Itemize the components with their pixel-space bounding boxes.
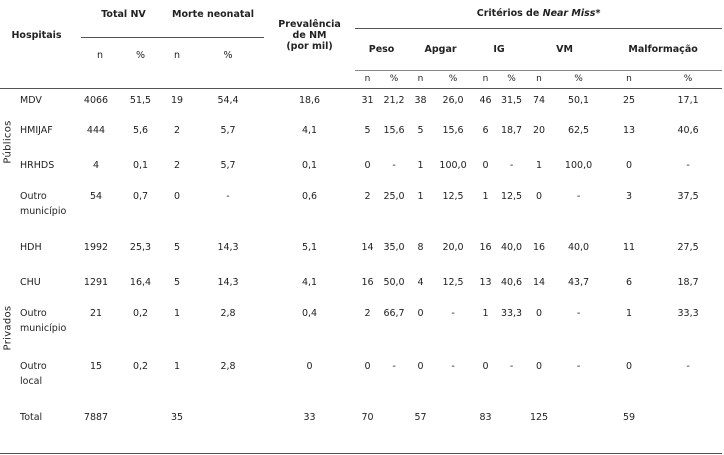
pct-header: % <box>574 74 583 84</box>
table-cell: 70 <box>361 412 374 423</box>
table-cell: 43,7 <box>567 277 590 288</box>
table-cell: 57 <box>414 412 427 423</box>
hospital-name-line: Outro <box>20 191 47 202</box>
table-cell: 2 <box>364 191 371 202</box>
table-cell: 2,8 <box>220 308 236 319</box>
n-header: n <box>364 74 371 84</box>
table-cell: 1992 <box>83 242 109 253</box>
table-cell: 1 <box>626 308 633 319</box>
table-cell: 13 <box>622 125 636 136</box>
table-cell: 33,3 <box>500 308 523 319</box>
table-cell: 2 <box>173 125 181 136</box>
table-cell: 0 <box>364 160 371 171</box>
table-cell: 0 <box>482 160 489 171</box>
table-cell: 1 <box>482 191 489 202</box>
table-cell: 14 <box>361 242 374 253</box>
table-cell: 40,0 <box>567 242 590 253</box>
table-cell: 12,5 <box>442 191 464 202</box>
table-cell: 4066 <box>83 94 109 106</box>
table-cell: 4,1 <box>301 277 318 288</box>
table-cell: 20,0 <box>442 242 464 253</box>
n-header: n <box>417 74 424 84</box>
table-cell: 25,3 <box>129 242 152 253</box>
table-cell: - <box>686 160 690 171</box>
table-cell: 100,0 <box>564 160 593 171</box>
table-cell: 40,6 <box>677 125 699 136</box>
n-header: n <box>626 74 632 84</box>
table-cell: 1 <box>173 308 181 319</box>
hospital-name-line: MDV <box>20 94 42 106</box>
table-cell: 5 <box>364 125 371 136</box>
table-cell: 0,7 <box>132 191 149 202</box>
col-header-criterios: Critérios de Near Miss* <box>476 8 601 20</box>
table-cell: 27,5 <box>677 242 699 253</box>
table-cell: 0,1 <box>132 160 149 171</box>
table-cell: 31 <box>361 94 374 106</box>
sub-header-apgar: Apgar <box>408 28 473 70</box>
table-cell: 25 <box>622 94 636 106</box>
table-cell: 11 <box>622 242 636 253</box>
table-row <box>0 185 722 236</box>
table-cell: 12,5 <box>500 191 523 202</box>
table-row <box>0 406 722 446</box>
table-cell: 16 <box>479 242 492 253</box>
table-cell: 59 <box>622 412 636 423</box>
table-cell: 25,0 <box>383 191 405 202</box>
table-cell: 18,7 <box>500 125 523 136</box>
table-cell <box>654 406 722 446</box>
col-header-total-nv: Total NV <box>101 8 146 20</box>
sub-header-vm: VM <box>525 28 604 70</box>
table-cell: 6 <box>482 125 489 136</box>
table-cell <box>498 406 525 446</box>
table-cell: 20 <box>532 125 546 136</box>
table-cell: 0 <box>173 191 181 202</box>
table-cell: 15,6 <box>442 125 464 136</box>
table-cell: 12,5 <box>442 277 464 288</box>
pct-header: % <box>507 74 516 84</box>
table-cell: 6 <box>626 277 633 288</box>
table-cell: 5,1 <box>301 242 318 253</box>
table-cell: - <box>392 361 396 372</box>
table-cell <box>119 406 162 446</box>
hospital-name-line: HRHDS <box>20 160 55 171</box>
table-cell: 26,0 <box>442 94 464 106</box>
table-cell: 33,3 <box>677 308 699 319</box>
table-cell: 0,6 <box>301 191 318 202</box>
table-cell: 1 <box>417 160 424 171</box>
table-cell: 35 <box>170 412 184 423</box>
table-cell: 66,7 <box>383 308 405 319</box>
table-cell: 5 <box>173 242 181 253</box>
table-cell: - <box>686 361 690 372</box>
table-cell: 83 <box>479 412 492 423</box>
table-cell: 62,5 <box>567 125 590 136</box>
table-cell: 100,0 <box>439 160 467 171</box>
group-label-privados: Privados <box>2 305 14 351</box>
table-cell: 74 <box>532 94 546 106</box>
table-row <box>0 88 722 119</box>
table-row <box>0 271 722 302</box>
pct-header: % <box>448 74 458 84</box>
table-cell: 5 <box>417 125 424 136</box>
table-row <box>0 355 722 406</box>
table-cell: 21 <box>89 308 103 319</box>
table-cell: 8 <box>417 242 424 253</box>
n-header: n <box>536 74 542 84</box>
col-header-morte-neonatal: Morte neonatal <box>171 8 255 20</box>
table-cell: 14,3 <box>217 242 239 253</box>
table-cell: 0 <box>626 160 633 171</box>
col-header-prevalencia: Prevalência de NM (por mil) <box>278 18 341 52</box>
table-cell: 2,8 <box>220 361 236 372</box>
table-cell: 35,0 <box>383 242 405 253</box>
table-cell <box>553 406 604 446</box>
table-cell: 1291 <box>83 277 109 288</box>
table-cell: 2 <box>364 308 371 319</box>
table-cell: 16 <box>532 242 546 253</box>
table-cell <box>192 406 264 446</box>
table-cell: 38 <box>414 94 427 106</box>
table-cell: 2 <box>173 160 181 171</box>
table-cell: 50,1 <box>567 94 590 106</box>
table-cell: 4,1 <box>301 125 318 136</box>
table-cell: 0,4 <box>301 308 318 319</box>
table-cell: - <box>576 308 581 319</box>
pct-header: % <box>119 37 162 61</box>
table-row <box>0 236 722 271</box>
table-cell: 0 <box>306 361 313 372</box>
col-header-hospitais: Hospitais <box>11 29 62 41</box>
hospital-name-line: Outro <box>20 308 47 319</box>
n-header: n <box>81 37 119 61</box>
table-cell: 0 <box>364 361 371 372</box>
table-cell: 5,7 <box>220 125 236 136</box>
table-cell <box>380 406 408 446</box>
table-cell: 1 <box>536 160 543 171</box>
table-cell: - <box>509 160 514 171</box>
table-cell: - <box>226 191 230 202</box>
table-cell: 33 <box>303 412 316 423</box>
table-cell <box>433 406 473 446</box>
table-cell: 0,2 <box>132 361 149 372</box>
table-cell: 51,5 <box>129 94 152 106</box>
hospital-name-line: Total <box>20 412 43 423</box>
n-header: n <box>482 74 489 84</box>
table-cell: 4 <box>92 160 100 171</box>
table-cell: 5,6 <box>132 125 149 136</box>
table-cell: 31,5 <box>500 94 523 106</box>
table-cell: 17,1 <box>677 94 699 106</box>
table-cell: 15,6 <box>383 125 405 136</box>
table-cell: 0 <box>417 361 424 372</box>
table-cell: 0 <box>626 361 633 372</box>
table-cell: 7887 <box>83 412 109 423</box>
table-row <box>0 302 722 355</box>
table-cell: 13 <box>479 277 492 288</box>
table-bottom-rule <box>0 453 722 454</box>
hospital-name-line: CHU <box>20 277 41 288</box>
table-cell: 14,3 <box>217 277 239 288</box>
table-cell: 125 <box>529 412 549 423</box>
pct-header: % <box>683 74 693 84</box>
table-cell: 14 <box>532 277 546 288</box>
table-cell: 46 <box>479 94 492 106</box>
table-cell: 0,1 <box>301 160 318 171</box>
sub-header-ig: IG <box>473 28 525 70</box>
table-cell: 40,0 <box>500 242 523 253</box>
hospital-name-line: local <box>20 376 43 387</box>
hospital-name-line: município <box>20 206 67 217</box>
pct-header: % <box>192 37 264 61</box>
table-cell: 19 <box>170 94 184 106</box>
sub-header-peso: Peso <box>355 28 408 70</box>
table-cell: 5,7 <box>220 160 236 171</box>
table-cell: 15 <box>89 361 103 372</box>
table-cell: 444 <box>86 125 106 136</box>
table-cell: 54,4 <box>217 94 239 106</box>
table-row <box>0 154 722 185</box>
table-cell: 1 <box>173 361 181 372</box>
group-label-publicos: Públicos <box>2 120 14 164</box>
table-cell: 37,5 <box>677 191 699 202</box>
pct-header: % <box>389 74 399 84</box>
table-cell: - <box>451 308 455 319</box>
table-cell: 0,2 <box>132 308 149 319</box>
table-cell: 0 <box>536 308 543 319</box>
table-row <box>0 119 722 154</box>
hospital-name-line: HMIJAF <box>20 125 53 136</box>
table-cell: 16 <box>361 277 374 288</box>
n-header: n <box>162 37 192 61</box>
table-cell: 54 <box>89 191 103 202</box>
table-cell: 0 <box>482 361 489 372</box>
table-cell: 0 <box>536 191 543 202</box>
table-cell: 18,7 <box>677 277 699 288</box>
table-cell: 1 <box>482 308 489 319</box>
table-cell: - <box>576 361 581 372</box>
table-cell: 1 <box>417 191 424 202</box>
hospital-name-line: Outro <box>20 361 47 372</box>
sub-header-malformacao: Malformação <box>604 28 722 70</box>
table-cell: - <box>392 160 396 171</box>
table-cell: 5 <box>173 277 181 288</box>
table-cell: 40,6 <box>500 277 523 288</box>
hospital-name-line: HDH <box>20 242 42 253</box>
table-cell: 18,6 <box>298 94 321 106</box>
table-cell: 16,4 <box>129 277 152 288</box>
table-cell: 3 <box>626 191 633 202</box>
table-cell: 0 <box>536 361 543 372</box>
table-cell: 4 <box>417 277 424 288</box>
table-cell: - <box>509 361 514 372</box>
hospital-name-line: município <box>20 323 67 334</box>
table-cell: 50,0 <box>383 277 405 288</box>
table-cell: - <box>576 191 581 202</box>
table-cell: 21,2 <box>383 94 405 106</box>
table-cell: - <box>451 361 455 372</box>
table-cell: 0 <box>417 308 424 319</box>
